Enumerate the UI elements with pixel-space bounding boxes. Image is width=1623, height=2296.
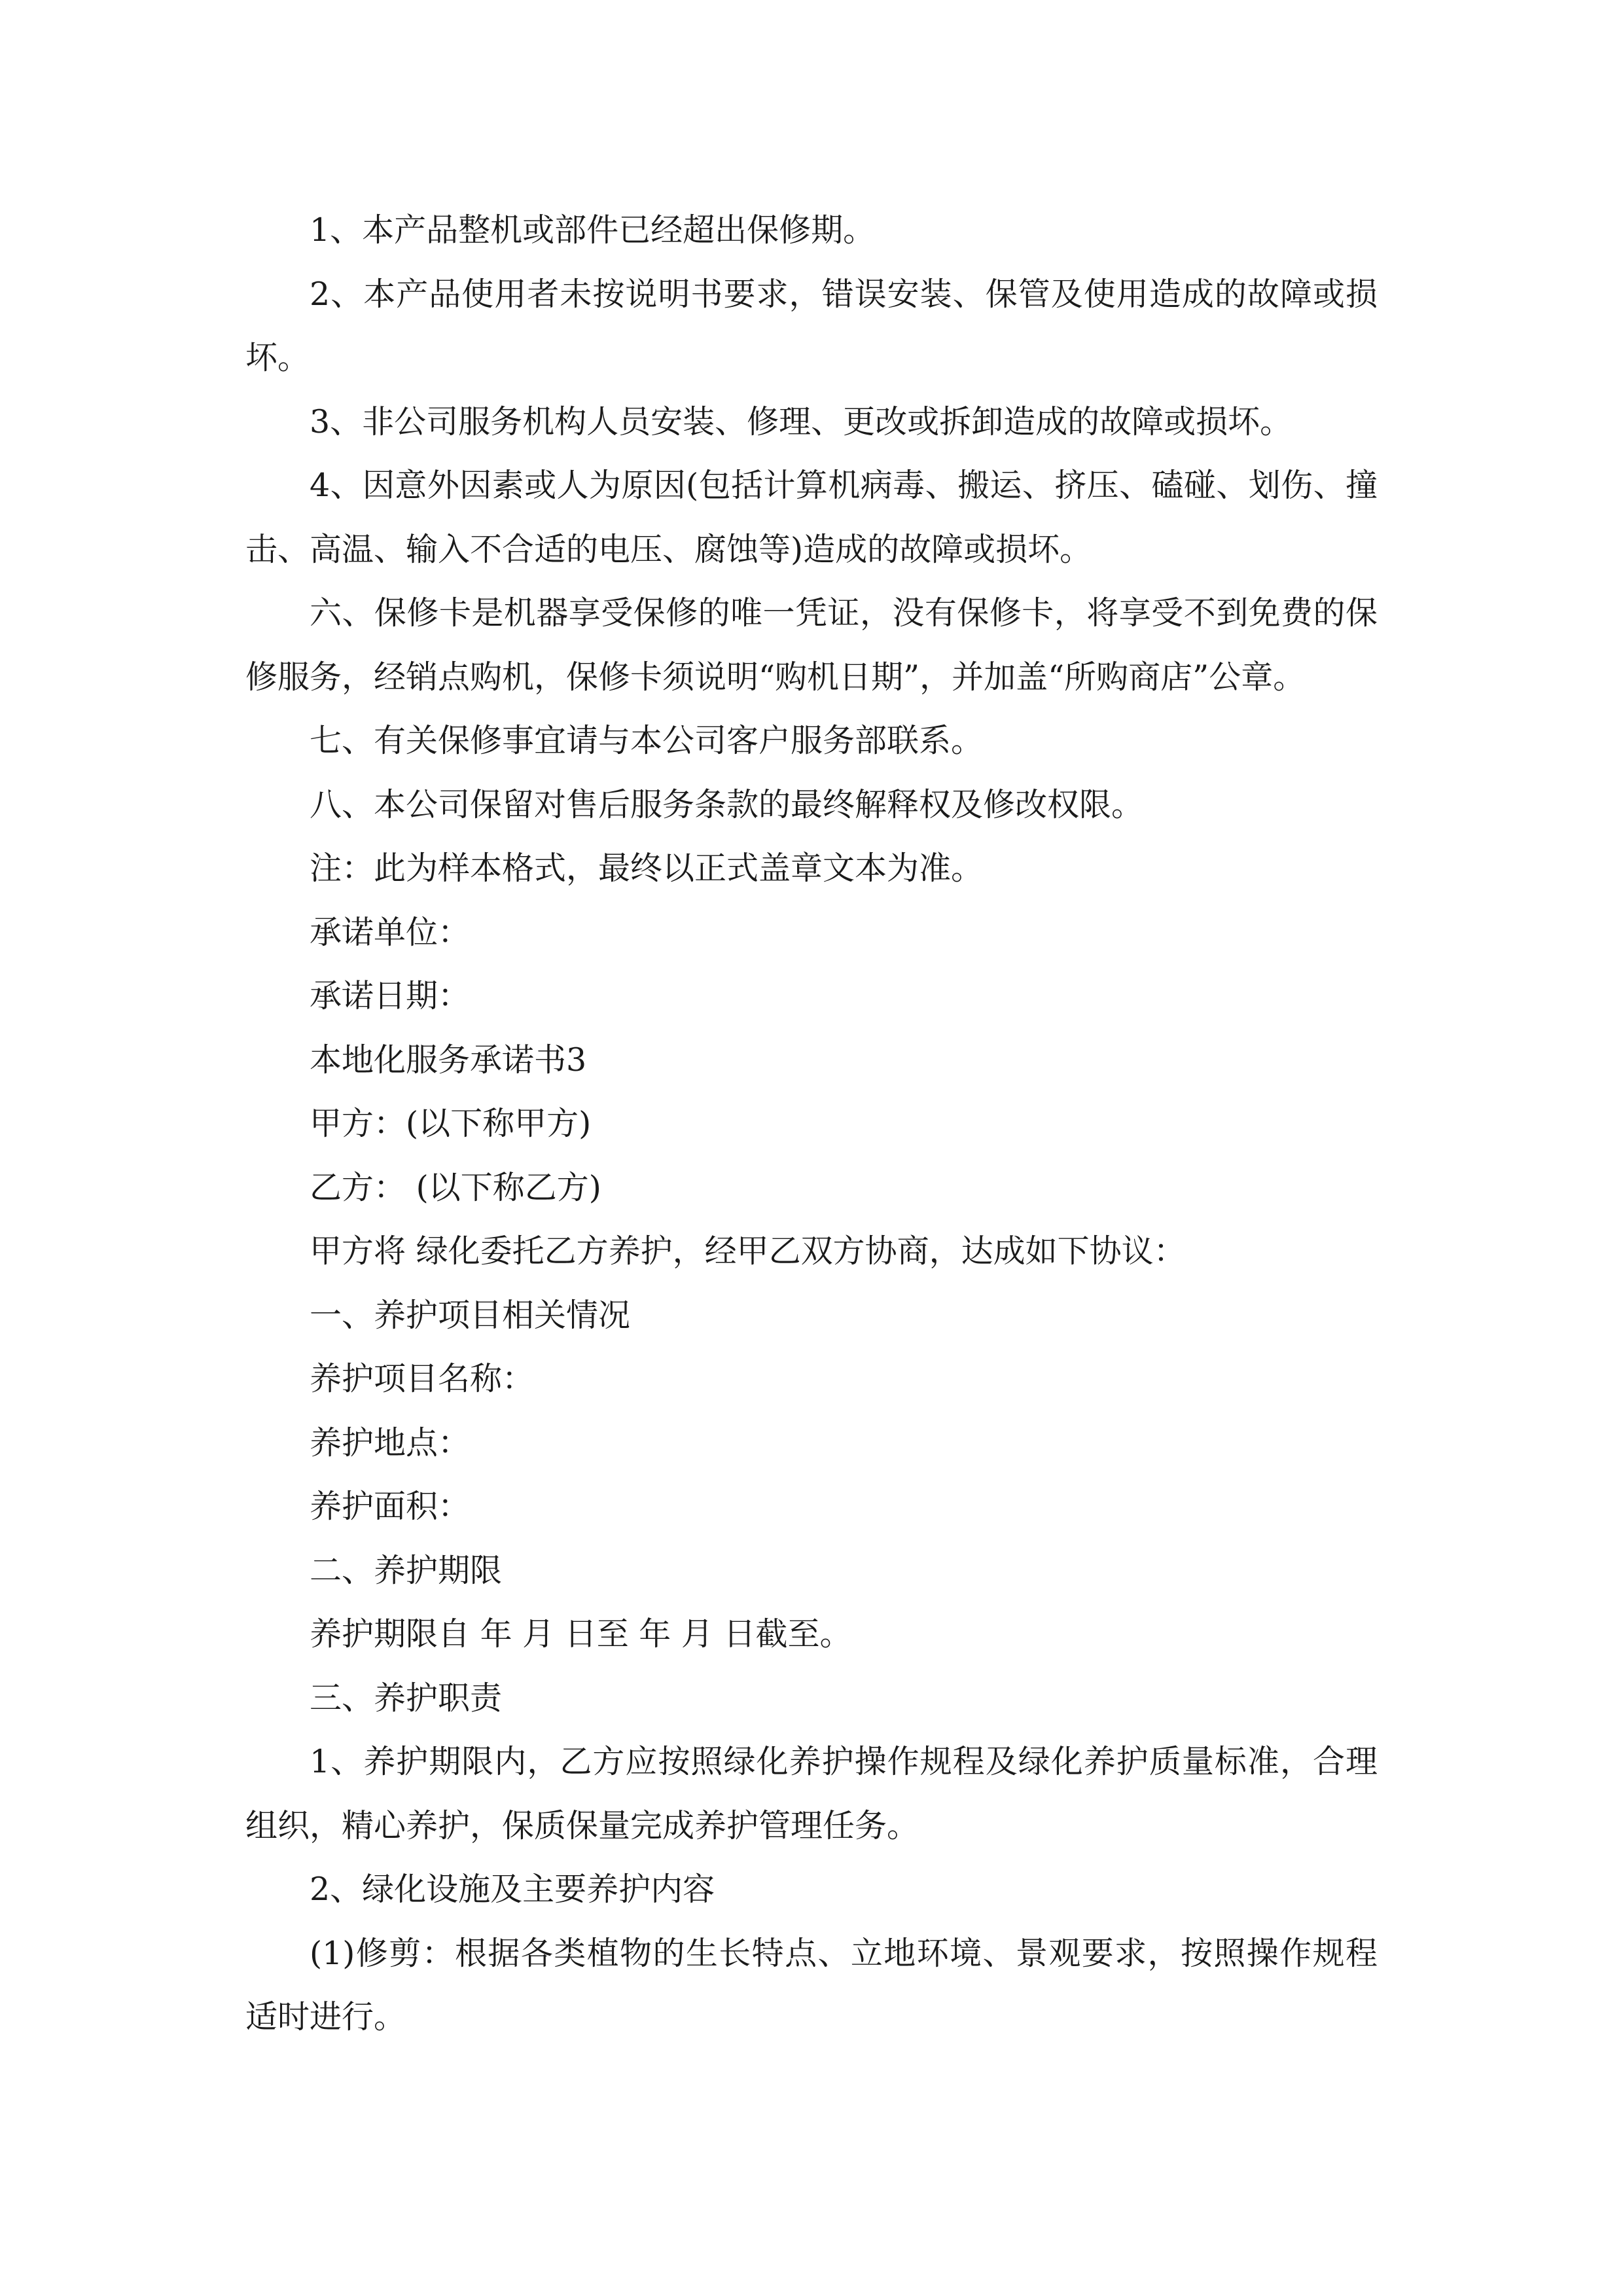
paragraph-pruning: (1)修剪：根据各类植物的生长特点、立地环境、景观要求，按照操作规程适时进行。 <box>245 1934 1378 2036</box>
paragraph-section-7: 七、有关保修事宜请与本公司客户服务部联系。 <box>310 722 984 759</box>
paragraph-section-2-heading: 二、养护期限 <box>310 1551 503 1589</box>
document-body <box>245 198 1378 2049</box>
paragraph-section-1-heading: 一、养护项目相关情况 <box>310 1296 631 1334</box>
paragraph-party-b: 乙方： (以下称乙方) <box>310 1168 601 1206</box>
paragraph-promising-unit: 承诺单位： <box>310 913 471 951</box>
paragraph-project-name: 养护项目名称： <box>310 1360 535 1397</box>
paragraph-project-area: 养护面积： <box>310 1488 471 1525</box>
paragraph-section-8: 八、本公司保留对售后服务条款的最终解释权及修改权限。 <box>310 785 1144 823</box>
paragraph-exclusion-1: 1、本产品整机或部件已经超出保修期。 <box>310 211 876 249</box>
paragraph-term: 养护期限自 年 月 日至 年 月 日截至。 <box>310 1615 852 1653</box>
paragraph-heading-3: 本地化服务承诺书3 <box>310 1041 587 1079</box>
paragraph-section-3-heading: 三、养护职责 <box>310 1679 503 1717</box>
paragraph-section-6: 六、保修卡是机器享受保修的唯一凭证，没有保修卡，将享受不到免费的保修服务，经销点购机，保修卡须说明“购机日期”，并加盖“所购商店”公章。 <box>245 594 1378 696</box>
paragraph-exclusion-4: 4、因意外因素或人为原因(包括计算机病毒、搬运、挤压、磕碰、划伤、撞击、高温、输入不合适的电压、腐蚀等)造成的故障或损坏。 <box>245 467 1378 568</box>
paragraph-note: 注：此为样本格式，最终以正式盖章文本为准。 <box>310 850 984 887</box>
paragraph-party-a: 甲方：(以下称甲方) <box>310 1105 592 1142</box>
paragraph-promising-date: 承诺日期： <box>310 977 471 1014</box>
paragraph-duty-2: 2、绿化设施及主要养护内容 <box>310 1871 715 1908</box>
paragraph-project-location: 养护地点： <box>310 1424 471 1462</box>
paragraph-duty-1: 1、养护期限内，乙方应按照绿化养护操作规程及绿化养护质量标准，合理组织，精心养护，保质保量完成养护管理任务。 <box>245 1743 1378 1844</box>
paragraph-agreement-intro: 甲方将 绿化委托乙方养护，经甲乙双方协商，达成如下协议： <box>310 1232 1186 1270</box>
paragraph-exclusion-3: 3、非公司服务机构人员安装、修理、更改或拆卸造成的故障或损坏。 <box>310 403 1293 440</box>
paragraph-exclusion-2: 2、本产品使用者未按说明书要求，错误安装、保管及使用造成的故障或损坏。 <box>245 275 1378 376</box>
